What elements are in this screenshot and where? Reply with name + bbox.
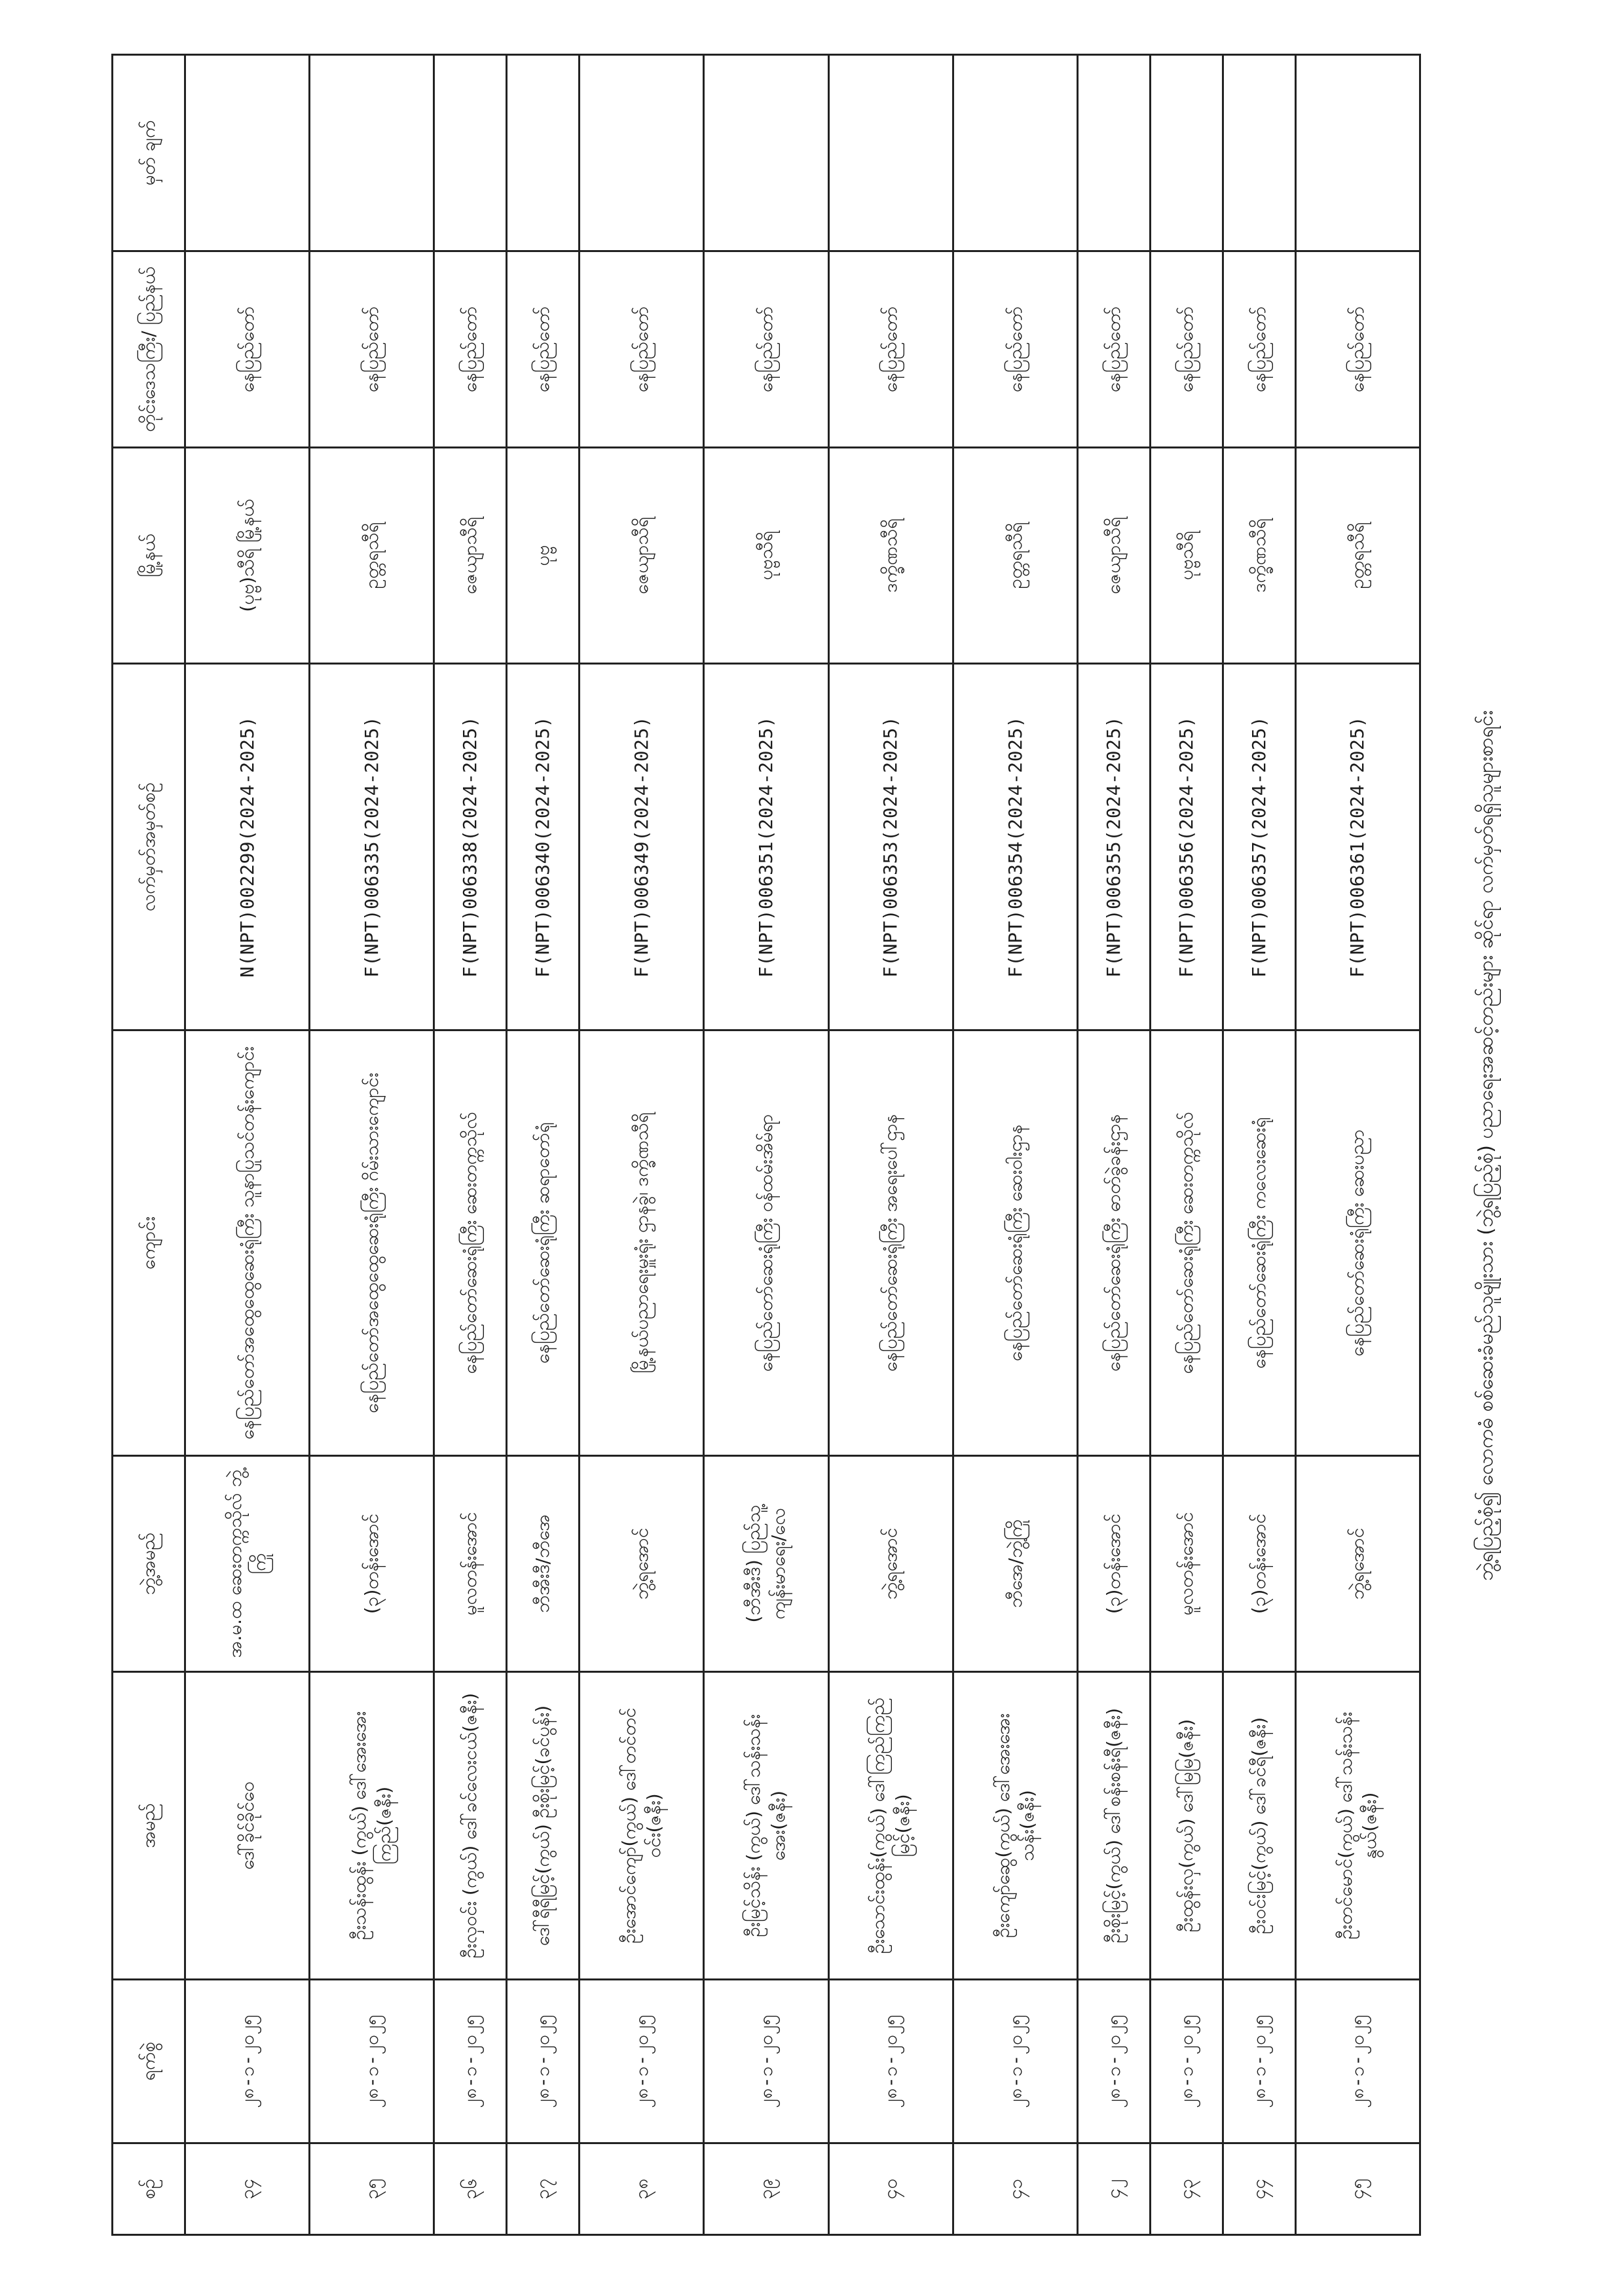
cell-region: နေပြည်တော် (953, 251, 1077, 448)
cell-remark (185, 55, 309, 251)
cell-school: နေပြည်တော်ဆေးရုံကြီး ဝန်ထမ်းအိမ်ရာ (704, 1030, 828, 1456)
cell-degree: အ.မ.ထ ဆေးတက္ကသိုလ် ဘွဲ့ကြို (185, 1456, 309, 1672)
table-row (1150, 55, 1223, 2235)
header-name: အမည် (113, 1672, 185, 1980)
cell-cert-no: F(NPT)006340(2024-2025) (507, 664, 580, 1030)
cell-cert-no: N(NPT)002299(2024-2025) (185, 664, 309, 1030)
cell-remark (953, 55, 1077, 251)
cell-township: (ပုဗ္ဗ)သီရိ မြို့နယ် (185, 448, 309, 664)
cell-region: နေပြည်တော် (434, 251, 507, 448)
cell-name: ဦးကျော်ဆွေ(ကွယ်) ဒေါ်အေးအေးသန်း(ဇနီး) (953, 1672, 1077, 1980)
cell-date: ၂၈-၁-၂၀၂၅ (580, 1980, 704, 2143)
table-row (1078, 55, 1151, 2235)
cell-township: ဇေယျာသီရိ (580, 448, 704, 664)
cell-region: နေပြည်တော် (704, 251, 828, 448)
cell-no: ၃၆ (434, 2143, 507, 2235)
cell-no: ၄၁ (953, 2143, 1077, 2235)
cell-township: ပုဗ္ဗသီရိ (1150, 448, 1223, 664)
cell-date: ၂၈-၁-၂၀၂၅ (1223, 1980, 1295, 2143)
table-row (828, 55, 953, 2235)
cell-remark (1078, 55, 1151, 251)
cell-school: နေပြည်တော်အထွေထွေဆေးရုံကြီး ဂိမ်းသားကျောင်း (310, 1030, 434, 1456)
header-no: စဉ် (113, 2143, 185, 2235)
cell-name: ဒေါ်ခိုင်ခိုင်ဝေ (185, 1672, 309, 1980)
cell-township: ပုဗ္ဗသီရိ (704, 448, 828, 664)
header-region: တိုင်းဒေသကြီး/ ပြည်နယ် (113, 251, 185, 448)
cell-date: ၂၈-၁-၂၀၂၅ (434, 1980, 507, 2143)
cell-name: ဒေါ်ရီရီမြင့်(ကွယ်) ဦးစိုးမြင့်(ခင်ပွန်း) (507, 1672, 580, 1980)
cell-cert-no: F(NPT)006351(2024-2025) (704, 664, 828, 1030)
cell-name: ဦးထွန်းလှ(ကွယ်) ဒေါ်မြမြ(ဇနီး) (1150, 1672, 1223, 1980)
header-school: ကျောင်း (113, 1030, 185, 1456)
cell-degree: (ဘီအီးဒီ) ပြည်သူ့ကျန်းမာရေး/လေ (704, 1456, 828, 1672)
cell-region: နေပြည်တော် (580, 251, 704, 448)
cell-remark (507, 55, 580, 251)
cell-cert-no: F(NPT)006354(2024-2025) (953, 664, 1077, 1030)
cell-school: နေပြည်တော်ဆေးရုံကြီး ဆရာတော်ရုံ (507, 1030, 580, 1456)
cell-cert-no: F(NPT)006361(2024-2025) (1295, 664, 1420, 1030)
cell-cert-no: F(NPT)006349(2024-2025) (580, 664, 704, 1030)
table-row (185, 55, 309, 2235)
cell-remark (580, 55, 704, 251)
cell-school: နေပြည်တော်ဆေးရုံကြီး ဆေးဝါးဌာန (953, 1030, 1077, 1456)
cell-remark (310, 55, 434, 251)
cell-degree: မူလတန်းအောင် (1150, 1456, 1223, 1672)
cell-region: နေပြည်တော် (507, 251, 580, 448)
cell-cert-no: F(NPT)006357(2024-2025) (1223, 664, 1295, 1030)
table-row (1295, 55, 1420, 2235)
cell-township: ဥတ္တရသီရိ (310, 448, 434, 664)
cell-school: နေပြည်တော်အထွေထွေဆေးရုံကြီး သူနာပြုသင်တန်းကျောင်း (185, 1030, 309, 1456)
cell-degree: (၃)တန်းအောင် (310, 1456, 434, 1672)
cell-township: ဇေယျာသီရိ (434, 448, 507, 664)
cell-school: မြို့နယ်ပညာရေးမှူးရုံး ဌာနခွဲ၊ ဒက္ခိဏသီရိ (580, 1030, 704, 1456)
cell-degree: (၃)တန်းအောင် (1223, 1456, 1295, 1672)
cell-date: ၂၈-၁-၂၀၂၅ (185, 1980, 309, 2143)
cell-degree: (၃)တန်းအောင် (1078, 1456, 1151, 1672)
cell-date: ၂၈-၁-၂၀၂၅ (1150, 1980, 1223, 2143)
document-caption: ဘွဲ့ရပြည့်စုံ၍ လောကဓံ စစ်ဆေးခံမည်သူမျိုးသား (ဘွဲ့ရပြည့်စုံ) ပညာရေးအဆင့်တည်းများ ဆိုင်ရာ လက်မှတ်ရရှိသူများစာရင်း (1475, 710, 1498, 1582)
cell-no: ၄၄ (1223, 2143, 1295, 2235)
cell-township: ဒက္ခိဏသီရိ (828, 448, 953, 664)
cell-region: နေပြည်တော် (1150, 251, 1223, 448)
cell-township: ဥတ္တရသီရိ (1295, 448, 1420, 664)
cell-name: ဦးလှဝင်း (ကွယ်) ဒေါ်ခင်လေးငယ်(ဇနီး) (434, 1672, 507, 1980)
cell-name: ဦးသန်းထွန်း (ကွယ်) ဒေါ်အေးအေးကြည်(ဇနီး) (310, 1672, 434, 1980)
cell-no: ၄၀ (828, 2143, 953, 2235)
cell-degree: ဘွဲ့ရအောင် (580, 1456, 704, 1672)
cell-school: နေပြည်တော်ဆေးရုံကြီး ကလေးဆေးရုံ (1223, 1030, 1295, 1456)
cell-school: နေပြည်တော်ဆေးရုံကြီး ဆေးပညာ (1295, 1030, 1420, 1456)
cell-no: ၄၅ (1295, 2143, 1420, 2235)
cell-cert-no: F(NPT)006356(2024-2025) (1150, 664, 1223, 1030)
cell-date: ၂၈-၁-၂၀၂၅ (1078, 1980, 1151, 2143)
table-row (1223, 55, 1295, 2235)
cell-remark (1295, 55, 1420, 251)
cell-date: ၂၈-၁-၂၀၂၅ (953, 1980, 1077, 2143)
cell-name: ဦးအောင်ကျော်(ကွယ်) ဒေါ်တင်တင်ဝင်း(ဇနီး) (580, 1672, 704, 1980)
cell-remark (434, 55, 507, 251)
cell-township: ဥတ္တရသီရိ (953, 448, 1077, 664)
cell-name: ဦးသောင်းထွန်း(ကွယ်) ဒေါ်ကြည်ကြည်မြင့်(ဇနီး) (828, 1672, 953, 1980)
cell-date: ၂၈-၁-၂၀၂၅ (1295, 1980, 1420, 2143)
header-remark: မှတ် ချက် (113, 55, 185, 251)
cell-no: ၃၅ (310, 2143, 434, 2235)
cell-school: နေပြည်တော်ဆေးရုံကြီး ဆေးတက္ကသိုလ် (1150, 1030, 1223, 1456)
header-degree: ဘွဲ့အမည် (113, 1456, 185, 1672)
cell-remark (704, 55, 828, 251)
cell-date: ၂၈-၁-၂၀၂၅ (704, 1980, 828, 2143)
cell-township: ပုဗ္ဗ (507, 448, 580, 664)
cell-remark (1150, 55, 1223, 251)
cell-name: ဦးဝင်းမြင့်(ကွယ်) ဒေါ်ခင်ရီ(ဇနီး) (1223, 1672, 1295, 1980)
cell-remark (1223, 55, 1295, 251)
cell-school: နေပြည်တော်ဆေးရုံကြီး ဓာတ်ခွဲခန်းဌာန (1078, 1030, 1151, 1456)
cell-date: ၂၈-၁-၂၀၂၅ (310, 1980, 434, 2143)
table-row (434, 55, 507, 2235)
cell-name: ဦးမြင့်သိန်း (ကွယ်) ဒေါ်သန်းသန်းအေး(ဇနီး) (704, 1672, 828, 1980)
cell-degree: ဘွဲ့ရအောင် (1295, 1456, 1420, 1672)
cell-date: ၂၈-၁-၂၀၂၅ (507, 1980, 580, 2143)
cell-no: ၃၇ (507, 2143, 580, 2235)
cell-no: ၃၉ (704, 2143, 828, 2235)
header-cert-no: လက်မှတ်အမှတ်စဉ် (113, 664, 185, 1030)
cell-no: ၄၃ (1150, 2143, 1223, 2235)
cell-degree: ဘီအီးဒီ/ဘီအေ (507, 1456, 580, 1672)
cell-degree: မူလတန်းအောင် (434, 1456, 507, 1672)
cell-cert-no: F(NPT)006335(2024-2025) (310, 664, 434, 1030)
cell-cert-no: F(NPT)006355(2024-2025) (1078, 664, 1151, 1030)
table-row (310, 55, 434, 2235)
rotated-page (111, 56, 1519, 2236)
register-table (111, 54, 1421, 2236)
cell-township: ဒက္ခိဏသီရိ (1223, 448, 1295, 664)
cell-region: နေပြည်တော် (1223, 251, 1295, 448)
cell-township: ဇေယျာသီရိ (1078, 448, 1151, 664)
cell-cert-no: F(NPT)006338(2024-2025) (434, 664, 507, 1030)
cell-school: နေပြည်တော်ဆေးရုံကြီး အရေးပေါ်ဌာန (828, 1030, 953, 1456)
cell-region: နေပြည်တော် (1078, 251, 1151, 448)
cell-region: နေပြည်တော် (310, 251, 434, 448)
table-body (113, 55, 1420, 2235)
cell-name: ဦးတင်မောင်(ကွယ်) ဒေါ်သန်းသန်းနွယ်(ဇနီး) (1295, 1672, 1420, 1980)
cell-cert-no: F(NPT)006353(2024-2025) (828, 664, 953, 1030)
cell-name: ဦးစိုးမြင့်(ကွယ်) ဒေါ်စန်းစန်းရီ(ဇနီး) (1078, 1672, 1151, 1980)
table-row (704, 55, 828, 2235)
header-date: ရက်စွဲ (113, 1980, 185, 2143)
cell-no: ၃၈ (580, 2143, 704, 2235)
cell-region: နေပြည်တော် (828, 251, 953, 448)
table-row (580, 55, 704, 2235)
table-row (953, 55, 1077, 2235)
table-row (507, 55, 580, 2235)
cell-degree: ဘွဲ့ရအောင် (828, 1456, 953, 1672)
cell-remark (828, 55, 953, 251)
cell-region: နေပြည်တော် (185, 251, 309, 448)
cell-no: ၄၂ (1078, 2143, 1151, 2235)
cell-date: ၂၈-၁-၂၀၂၅ (828, 1980, 953, 2143)
cell-school: နေပြည်တော်ဆေးရုံကြီး ဆေးတက္ကသိုလ် (434, 1030, 507, 1456)
header-township: မြို့နယ် (113, 448, 185, 664)
cell-region: နေပြည်တော် (1295, 251, 1420, 448)
cell-degree: ဘီအေ/ဘွဲ့ကြို (953, 1456, 1077, 1672)
header-row (113, 55, 185, 2235)
cell-no: ၃၄ (185, 2143, 309, 2235)
